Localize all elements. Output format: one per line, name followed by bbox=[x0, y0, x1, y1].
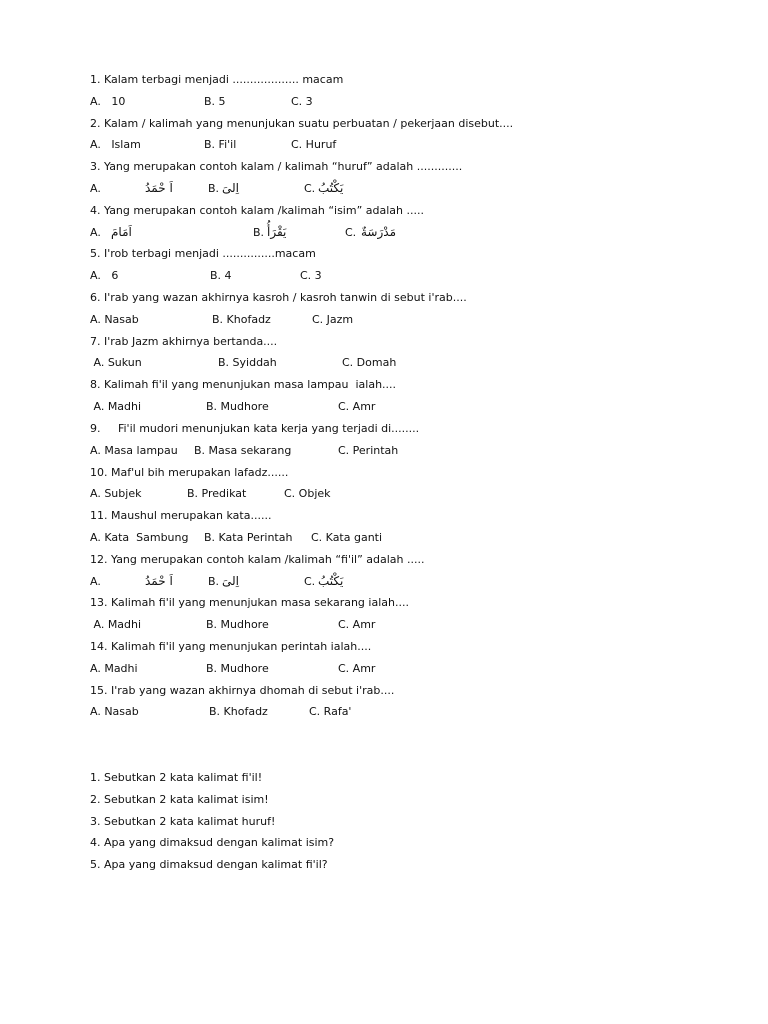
essay-question-2: 2. Sebutkan 2 kata kalimat isim! bbox=[90, 793, 269, 806]
option-c: C. Amr bbox=[338, 618, 376, 631]
option-c-prefix: C. bbox=[304, 575, 316, 588]
option-c: C. Objek bbox=[284, 487, 331, 500]
option-a: A. Islam bbox=[90, 138, 141, 151]
option-a: A. 10 bbox=[90, 95, 126, 108]
option-a-prefix: A. bbox=[90, 226, 101, 239]
option-c: C. Amr bbox=[338, 400, 376, 413]
option-b: B. 4 bbox=[210, 269, 232, 282]
essay-question-4: 4. Apa yang dimaksud dengan kalimat isim? bbox=[90, 836, 335, 849]
option-b-arabic: اِلىَ bbox=[222, 181, 239, 195]
option-a-prefix: A. bbox=[90, 575, 101, 588]
option-b: B. Fi'il bbox=[204, 138, 237, 151]
option-a: A. Madhi bbox=[90, 618, 142, 631]
option-b: B. Mudhore bbox=[206, 618, 269, 631]
option-b: B. Syiddah bbox=[218, 356, 277, 369]
option-b-prefix: B. bbox=[208, 575, 220, 588]
option-b: B. 5 bbox=[204, 95, 226, 108]
option-b: B. Khofadz bbox=[212, 313, 271, 326]
option-b: B. Khofadz bbox=[209, 705, 268, 718]
question-11: 11. Maushul merupakan kata...... bbox=[90, 509, 272, 522]
option-a-arabic: اَمَامَ bbox=[111, 225, 132, 239]
question-7: 7. I'rab Jazm akhirnya bertanda.... bbox=[90, 335, 278, 348]
option-a: A. Nasab bbox=[90, 313, 139, 326]
question-6: 6. I'rab yang wazan akhirnya kasroh / kasroh tanwin di sebut i'rab.... bbox=[90, 291, 467, 304]
option-c: C. Amr bbox=[338, 662, 376, 675]
option-c: C. 3 bbox=[291, 95, 313, 108]
option-c-arabic: مَدْرَسَةٌ bbox=[361, 225, 397, 239]
question-14: 14. Kalimah fi'il yang menunjukan perintah ialah.... bbox=[90, 640, 372, 653]
option-b: B. Mudhore bbox=[206, 400, 269, 413]
option-c-arabic: يَكْتُبُ bbox=[318, 181, 344, 195]
option-a: A. Sukun bbox=[90, 356, 142, 369]
option-a-arabic: اَ حْمَدُ bbox=[145, 181, 173, 195]
option-c: C. Perintah bbox=[338, 444, 399, 457]
question-5: 5. I'rob terbagi menjadi ...............macam bbox=[90, 247, 316, 260]
question-4: 4. Yang merupakan contoh kalam /kalimah “isim” adalah ..... bbox=[90, 204, 424, 217]
option-c: C. Rafa' bbox=[309, 705, 352, 718]
option-b-arabic: اِلىَ bbox=[222, 574, 239, 588]
option-c-prefix: C. bbox=[304, 182, 316, 195]
option-c: C. 3 bbox=[300, 269, 322, 282]
option-b-arabic: يَقْرَأُ bbox=[267, 225, 287, 239]
option-b: B. Mudhore bbox=[206, 662, 269, 675]
option-c: C. Kata ganti bbox=[311, 531, 383, 544]
option-c-arabic: يَكْتُبُ bbox=[318, 574, 344, 588]
question-12: 12. Yang merupakan contoh kalam /kalimah “fi'il” adalah ..... bbox=[90, 553, 425, 566]
option-b: B. Kata Perintah bbox=[204, 531, 293, 544]
option-a: A. Masa lampau bbox=[90, 444, 178, 457]
option-c: C. Jazm bbox=[312, 313, 354, 326]
option-c: C. Huruf bbox=[291, 138, 337, 151]
option-b: B. Masa sekarang bbox=[194, 444, 292, 457]
option-a-arabic: اَ حْمَدُ bbox=[145, 574, 173, 588]
question-1: 1. Kalam terbagi menjadi ................... macam bbox=[90, 73, 344, 86]
option-b: B. Predikat bbox=[187, 487, 247, 500]
question-10: 10. Maf'ul bih merupakan lafadz...... bbox=[90, 466, 289, 479]
option-a: A. Madhi bbox=[90, 662, 138, 675]
question-13: 13. Kalimah fi'il yang menunjukan masa sekarang ialah.... bbox=[90, 596, 409, 609]
option-a: A. Kata Sambung bbox=[90, 531, 189, 544]
option-c-prefix: C. bbox=[345, 226, 357, 239]
option-a-prefix: A. bbox=[90, 182, 101, 195]
option-b-prefix: B. bbox=[208, 182, 220, 195]
essay-question-3: 3. Sebutkan 2 kata kalimat huruf! bbox=[90, 815, 276, 828]
option-a: A. Madhi bbox=[90, 400, 142, 413]
question-8: 8. Kalimah fi'il yang menunjukan masa lampau ialah.... bbox=[90, 378, 397, 391]
option-c: C. Domah bbox=[342, 356, 397, 369]
option-a: A. 6 bbox=[90, 269, 119, 282]
question-3: 3. Yang merupakan contoh kalam / kalimah “huruf” adalah ............. bbox=[90, 160, 463, 173]
essay-question-1: 1. Sebutkan 2 kata kalimat fi'il! bbox=[90, 771, 263, 784]
option-b-prefix: B. bbox=[253, 226, 265, 239]
question-9: 9. Fi'il mudori menunjukan kata kerja yang terjadi di........ bbox=[90, 422, 420, 435]
option-a: A. Subjek bbox=[90, 487, 142, 500]
option-a: A. Nasab bbox=[90, 705, 139, 718]
question-2: 2. Kalam / kalimah yang menunjukan suatu perbuatan / pekerjaan disebut.... bbox=[90, 117, 514, 130]
question-15: 15. I'rab yang wazan akhirnya dhomah di sebut i'rab.... bbox=[90, 684, 395, 697]
essay-question-5: 5. Apa yang dimaksud dengan kalimat fi'il? bbox=[90, 858, 328, 871]
